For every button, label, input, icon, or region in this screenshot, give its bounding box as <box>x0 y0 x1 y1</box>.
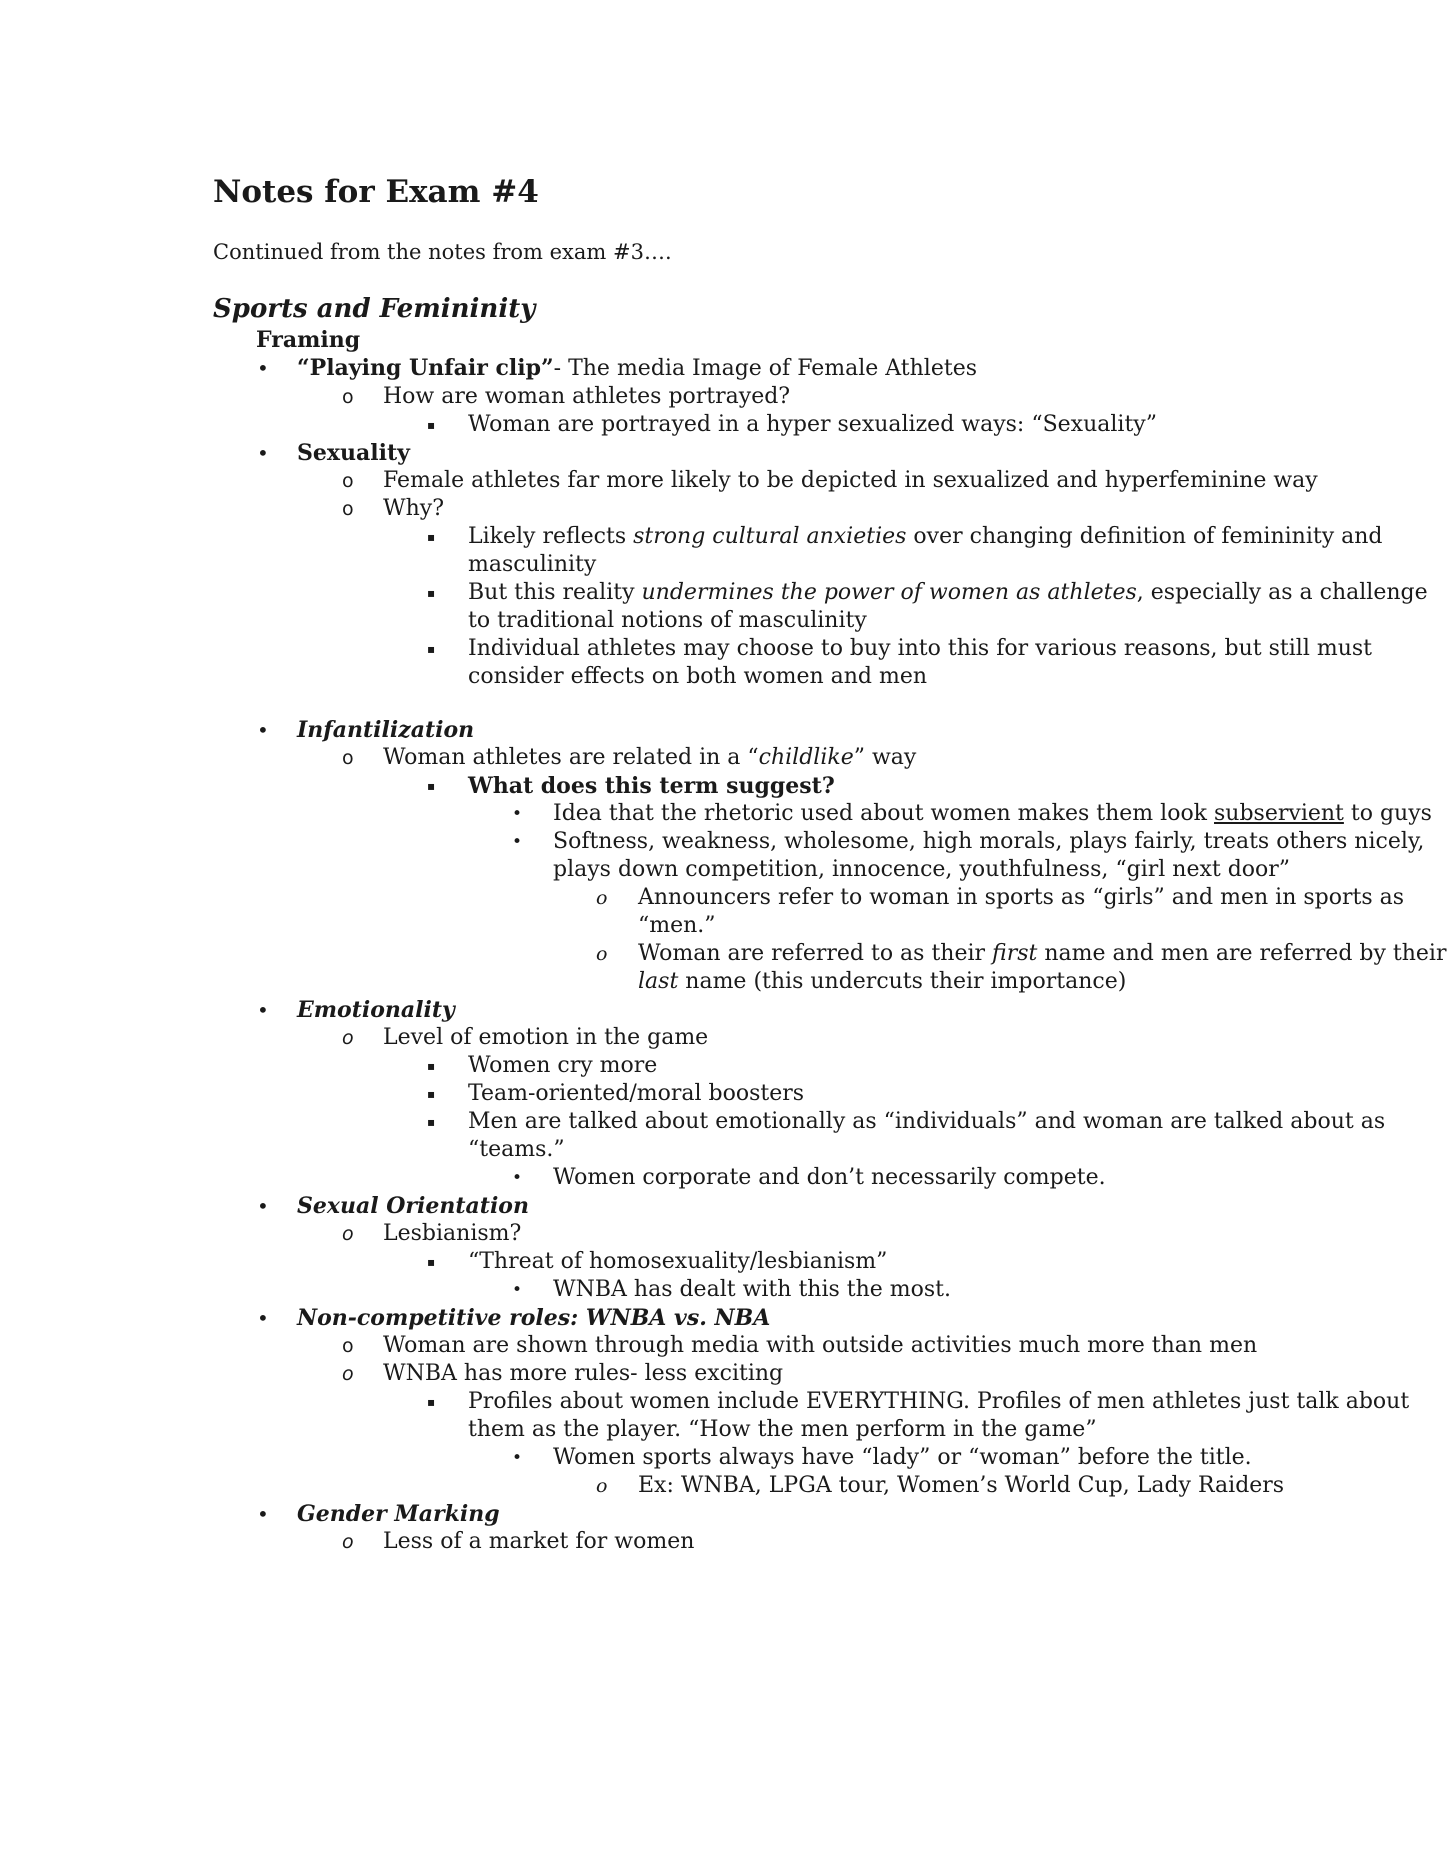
bullet-disc: • <box>512 832 523 852</box>
infantilization-heading: • Infantilization <box>257 717 475 743</box>
bullet-circle: o <box>342 470 354 492</box>
bullet-circle: o <box>342 747 354 769</box>
bullet-square: ▪ <box>427 1059 436 1073</box>
list-item: o Level of emotion in the game <box>342 1025 709 1050</box>
list-item: ▪ Woman are portrayed in a hyper sexualized ways: “Sexuality” <box>427 412 1157 437</box>
bullet-disc: • <box>512 1448 523 1468</box>
bullet-circle: o <box>596 1475 608 1497</box>
list-item: • Softness, weakness, wholesome, high morals, plays fairly, treats others nicely, plays down competition, innocence, youthfulness, “girl next door” <box>512 829 1425 882</box>
list-item: ▪ Team-oriented/moral boosters <box>427 1081 805 1106</box>
gender-marking-heading: • Gender Marking <box>257 1501 500 1527</box>
bullet-disc: • <box>512 804 523 824</box>
list-item: o Ex: WNBA, LPGA tour, Women’s World Cup, Lady Raiders <box>596 1473 1285 1498</box>
list-item: o Female athletes far more likely to be depicted in sexualized and hyperfeminine way <box>342 468 1318 493</box>
list-item: • Idea that the rhetoric used about women makes them look subservient to guys <box>512 801 1432 826</box>
bullet-square: ▪ <box>427 642 436 656</box>
bullet-circle: o <box>342 1223 354 1245</box>
list-item: ▪ What does this term suggest? <box>427 773 835 799</box>
list-item: ▪ “Threat of homosexuality/lesbianism” <box>427 1249 888 1274</box>
list-item: o Announcers refer to woman in sports as “girls” and men in sports as “men.” <box>596 885 1405 938</box>
bullet-disc: • <box>257 1502 269 1526</box>
notes-outline <box>0 326 1456 1556</box>
clip-title: “Playing Unfair clip” <box>297 355 554 381</box>
list-item: ▪ Likely reflects strong cultural anxieties over changing definition of femininity and masculinity <box>427 524 1383 577</box>
list-item: ▪ Men are talked about emotionally as “individuals” and woman are talked about as “teams.” <box>427 1109 1386 1162</box>
bullet-circle: o <box>342 1027 354 1049</box>
bullet-disc: • <box>257 1194 269 1218</box>
bullet-circle: o <box>342 1335 354 1357</box>
bullet-square: ▪ <box>427 779 436 793</box>
bullet-circle: o <box>342 498 354 520</box>
bullet-square: ▪ <box>427 418 436 432</box>
page-title: Notes for Exam #4 <box>213 174 539 210</box>
bullet-disc: • <box>512 1280 523 1300</box>
list-item: o Why? <box>342 496 445 521</box>
bullet-square: ▪ <box>427 1395 436 1409</box>
bullet-circle: o <box>596 943 608 965</box>
bullet-disc: • <box>257 1306 269 1330</box>
section-heading: Sports and Femininity <box>213 294 536 324</box>
subtitle: Continued from the notes from exam #3…. <box>213 240 672 264</box>
bullet-square: ▪ <box>427 530 436 544</box>
sexuality-heading: • Sexuality <box>257 440 410 466</box>
bullet-square: ▪ <box>427 586 436 600</box>
spacer <box>0 691 1456 716</box>
list-item: • Women corporate and don’t necessarily compete. <box>512 1165 1106 1190</box>
bullet-disc: • <box>512 1168 523 1188</box>
bullet-disc: • <box>257 718 269 742</box>
list-item: • Women sports always have “lady” or “woman” before the title. <box>512 1445 1252 1470</box>
bullet-circle: o <box>342 386 354 408</box>
bullet-circle: o <box>342 1363 354 1385</box>
orientation-heading: • Sexual Orientation <box>257 1193 529 1219</box>
list-item: o Woman are referred to as their first name and men are referred by their last name (this undercuts their importance) <box>596 941 1447 994</box>
list-item: o Woman are shown through media with outside activities much more than men <box>342 1333 1258 1358</box>
list-item: ▪ Profiles about women include EVERYTHING. Profiles of men athletes just talk about them as the player. “How the men perform in the game” <box>427 1389 1410 1442</box>
bullet-circle: o <box>596 887 608 909</box>
list-item: o How are woman athletes portrayed? <box>342 384 791 409</box>
list-item <box>0 354 1456 383</box>
bullet-disc: • <box>257 441 269 465</box>
list-item: • WNBA has dealt with this the most. <box>512 1277 952 1302</box>
bullet-disc: • <box>257 998 269 1022</box>
list-item: ▪ Individual athletes may choose to buy into this for various reasons, but still must consider effects on both women and men <box>427 636 1373 689</box>
list-item: o Woman athletes are related in a “childlike” way <box>342 745 917 770</box>
bullet-square: ▪ <box>427 1115 436 1129</box>
list-item: ▪ But this reality undermines the power of women as athletes, especially as a challenge to traditional notions of masculinity <box>427 580 1428 633</box>
list-item: o Lesbianism? <box>342 1221 522 1246</box>
list-item: o Less of a market for women <box>342 1529 695 1554</box>
bullet-disc: • <box>257 356 269 380</box>
list-item: ▪ Women cry more <box>427 1053 658 1078</box>
bullet-circle: o <box>342 1531 354 1553</box>
bullet-square: ▪ <box>427 1255 436 1269</box>
noncompetitive-heading: • Non-competitive roles: WNBA vs. NBA <box>257 1305 771 1331</box>
emotionality-heading: • Emotionality <box>257 997 455 1023</box>
list-item: o WNBA has more rules- less exciting <box>342 1361 784 1386</box>
bullet-square: ▪ <box>427 1087 436 1101</box>
clip-description: - The media Image of Female Athletes <box>553 356 978 381</box>
framing-heading: Framing <box>256 327 361 353</box>
